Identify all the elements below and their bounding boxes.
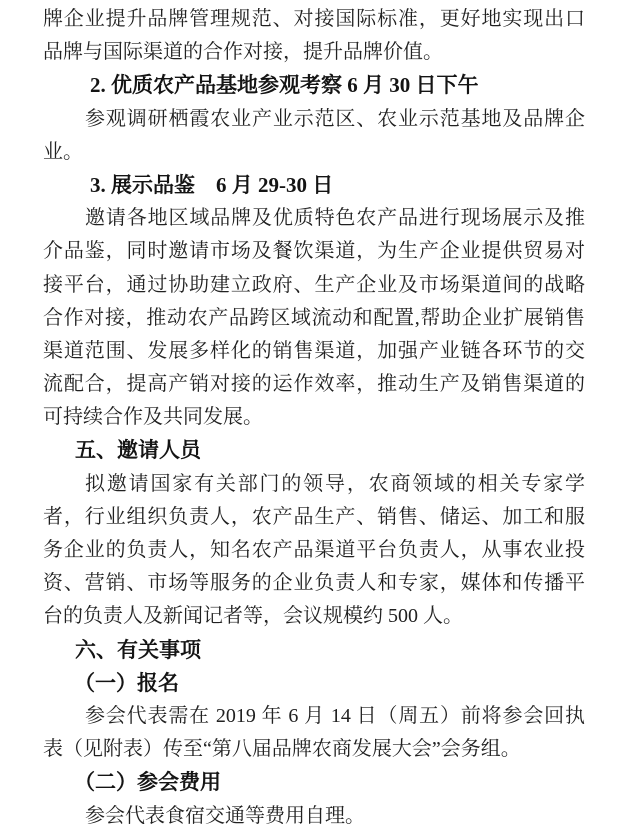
body-text-line: 拟邀请国家有关部门的领导，农商领域的相关专家学	[85, 472, 585, 495]
body-text-line: 牌企业提升品牌管理规范、对接国际标准，更好地实现出口	[43, 8, 585, 30]
body-text-line: 参会代表需在 2019 年 6 月 14 日（周五）前将参会回执	[85, 704, 585, 727]
body-text-line: 邀请各地区域品牌及优质特色农产品进行现场展示及推	[85, 207, 585, 230]
body-text-line: 参会代表食宿交通等费用自理。	[85, 804, 365, 827]
heading-paragraph	[43, 667, 585, 700]
heading-paragraph	[43, 634, 585, 667]
body-text-line: 者，行业组织负责人，农产品生产、销售、储运、加工和服	[43, 505, 585, 528]
paragraph	[43, 800, 585, 833]
heading-line: 3. 展示品鉴 6 月 29-30 日	[90, 172, 334, 197]
heading-paragraph	[43, 766, 585, 799]
heading-paragraph	[43, 434, 585, 467]
heading-line: 五、邀请人员	[75, 438, 201, 463]
heading-paragraph	[43, 169, 585, 202]
body-text-line: 品牌与国际渠道的合作对接，提升品牌价值。	[43, 41, 443, 64]
paragraph	[43, 202, 585, 434]
paragraph	[43, 468, 585, 634]
heading-line: （一）报名	[74, 670, 179, 695]
heading-paragraph	[43, 69, 585, 102]
heading-line: 2. 优质农产品基地参观考察 6 月 30 日下午	[90, 73, 479, 98]
body-text-line: 渠道范围、发展多样化的销售渠道，加强产业链各环节的交	[43, 339, 585, 362]
body-text-line: 介品鉴，同时邀请市场及餐饮渠道，为生产企业提供贸易对	[43, 240, 585, 263]
body-text-line: 资、营销、市场等服务的企业负责人和专家，媒体和传播平	[43, 572, 585, 595]
body-text-line: 务企业的负责人，知名农产品渠道平台负责人，从事农业投	[43, 539, 585, 561]
body-text-line: 台的负责人及新闻记者等，会议规模约 500 人。	[43, 605, 463, 628]
body-text-line: 可持续合作及共同发展。	[43, 406, 263, 429]
body-text-line: 流配合，提高产销对接的运作效率，推动生产及销售渠道的	[43, 373, 585, 396]
body-text-line: 业。	[43, 140, 83, 163]
paragraph	[43, 3, 585, 69]
body-text-line: 参观调研栖霞农业产业示范区、农业示范基地及品牌企	[85, 107, 585, 130]
body-text-line: 接平台，通过协助建立政府、生产企业及市场渠道间的战略	[43, 273, 585, 296]
heading-line: （二）参会费用	[74, 770, 221, 795]
paragraph	[43, 103, 585, 169]
body-text-line: 合作对接，推动农产品跨区域流动和配置,帮助企业扩展销售	[43, 306, 585, 329]
heading-line: 六、有关事项	[75, 637, 201, 662]
body-text-line: 表（见附表）传至“第八届品牌农商发展大会”会务组。	[43, 738, 521, 761]
paragraph	[43, 700, 585, 766]
